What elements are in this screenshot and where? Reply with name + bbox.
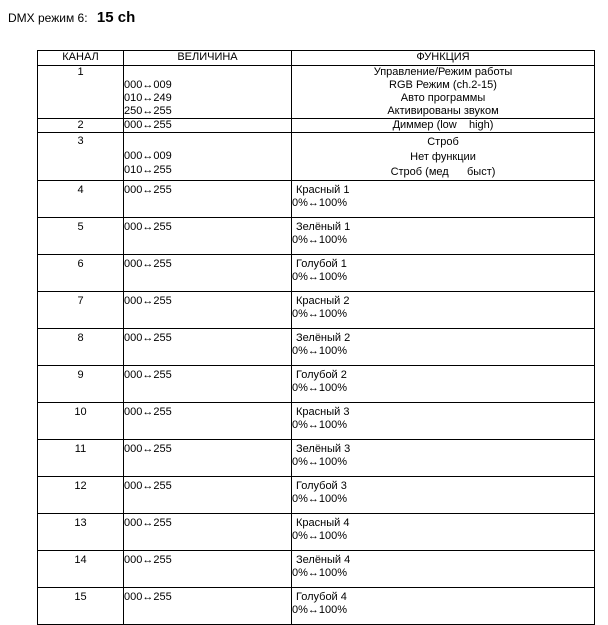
value-cell: 000↔255	[124, 551, 292, 588]
function-name: Красный 1	[296, 184, 350, 196]
function-range: 0%↔100%	[292, 234, 348, 246]
function-cell	[292, 66, 595, 119]
function-line: RGB Режим (ch.2-15)	[389, 79, 497, 91]
value-cell: 000↔255	[124, 403, 292, 440]
value-line: 000↔009	[124, 79, 172, 91]
function-cell	[292, 366, 595, 403]
channel-cell: 10	[38, 403, 124, 440]
table-row-channel-6	[38, 255, 595, 292]
table-row-channel-9	[38, 366, 595, 403]
channel-cell: 14	[38, 551, 124, 588]
function-range: 0%↔100%	[292, 493, 348, 505]
table-row-channel-8	[38, 329, 595, 366]
value-cell	[124, 133, 292, 181]
channel-cell: 11	[38, 440, 124, 477]
value-cell: 000↔255	[124, 218, 292, 255]
table-row-channel-5	[38, 218, 595, 255]
value-cell: 000↔255	[124, 292, 292, 329]
function-range: 0%↔100%	[292, 271, 348, 283]
table-row-channel-11	[38, 440, 595, 477]
table-row-channel-4	[38, 181, 595, 218]
channel-cell: 3	[38, 133, 124, 181]
function-name: Зелёный 1	[296, 221, 351, 233]
function-range: 0%↔100%	[292, 197, 348, 209]
function-line: Строб	[427, 136, 459, 148]
function-cell	[292, 588, 595, 625]
value-cell: 000↔255	[124, 329, 292, 366]
function-line: Активированы звуком	[387, 105, 499, 117]
function-name: Голубой 2	[296, 369, 347, 381]
channel-cell: 5	[38, 218, 124, 255]
table-row-channel-12	[38, 477, 595, 514]
channel-cell: 4	[38, 181, 124, 218]
value-cell	[124, 119, 292, 133]
value-cell: 000↔255	[124, 255, 292, 292]
function-cell	[292, 329, 595, 366]
function-cell	[292, 551, 595, 588]
value-line: 000↔009	[124, 150, 172, 162]
function-name: Голубой 1	[296, 258, 347, 270]
channel-cell: 7	[38, 292, 124, 329]
function-line: Нет функции	[410, 151, 476, 163]
channel-cell: 6	[38, 255, 124, 292]
function-cell	[292, 514, 595, 551]
function-name: Голубой 3	[296, 480, 347, 492]
mode-label: DMX режим 6:	[8, 11, 88, 25]
value-line	[124, 135, 291, 149]
table-header-row	[38, 51, 595, 66]
column-header-value: ВЕЛИЧИНА	[124, 51, 292, 66]
channel-cell: 12	[38, 477, 124, 514]
function-range: 0%↔100%	[292, 530, 348, 542]
function-cell	[292, 119, 595, 133]
value-line: 000↔255	[124, 119, 172, 131]
value-line: 250↔255	[124, 105, 172, 117]
column-header-channel: КАНАЛ	[38, 51, 124, 66]
function-line: Авто программы	[400, 92, 486, 104]
function-name: Красный 4	[296, 517, 350, 529]
mode-value: 15 ch	[96, 9, 136, 26]
table-row-channel-7	[38, 292, 595, 329]
table-row-channel-1	[38, 66, 595, 119]
function-name: Голубой 4	[296, 591, 347, 603]
function-name: Зелёный 4	[296, 554, 351, 566]
value-cell	[124, 66, 292, 119]
value-cell: 000↔255	[124, 477, 292, 514]
function-cell	[292, 477, 595, 514]
function-name: Красный 2	[296, 295, 350, 307]
value-cell: 000↔255	[124, 181, 292, 218]
channel-cell: 8	[38, 329, 124, 366]
value-cell: 000↔255	[124, 514, 292, 551]
channel-cell: 2	[38, 119, 124, 133]
table-row-channel-2	[38, 119, 595, 133]
table-row-channel-10	[38, 403, 595, 440]
function-cell	[292, 181, 595, 218]
function-line: Управление/Режим работы	[373, 66, 513, 78]
channel-cell: 9	[38, 366, 124, 403]
value-line: 010↔249	[124, 92, 172, 104]
table-row-channel-13	[38, 514, 595, 551]
table-row-channel-3	[38, 133, 595, 181]
function-range: 0%↔100%	[292, 456, 348, 468]
value-cell: 000↔255	[124, 440, 292, 477]
function-cell	[292, 133, 595, 181]
function-range: 0%↔100%	[292, 308, 348, 320]
function-name: Зелёный 2	[296, 332, 351, 344]
value-line	[124, 66, 291, 79]
value-cell: 000↔255	[124, 588, 292, 625]
function-range: 0%↔100%	[292, 567, 348, 579]
function-cell	[292, 292, 595, 329]
function-name: Красный 3	[296, 406, 350, 418]
function-range: 0%↔100%	[292, 382, 348, 394]
function-line: Строб (мед быст)	[390, 166, 496, 178]
table-row-channel-14	[38, 551, 595, 588]
channel-cell: 15	[38, 588, 124, 625]
value-line: 010↔255	[124, 164, 172, 176]
function-name: Зелёный 3	[296, 443, 351, 455]
function-range: 0%↔100%	[292, 419, 348, 431]
table-row-channel-15	[38, 588, 595, 625]
function-cell	[292, 440, 595, 477]
column-header-function: ФУНКЦИЯ	[292, 51, 595, 66]
page-title	[8, 11, 135, 25]
function-cell	[292, 255, 595, 292]
channel-cell: 1	[38, 66, 124, 119]
function-range: 0%↔100%	[292, 345, 348, 357]
value-cell: 000↔255	[124, 366, 292, 403]
function-range: 0%↔100%	[292, 604, 348, 616]
channel-cell: 13	[38, 514, 124, 551]
function-line: Диммер (low high)	[392, 119, 494, 131]
dmx-channel-table	[37, 50, 595, 625]
function-cell	[292, 218, 595, 255]
function-cell	[292, 403, 595, 440]
